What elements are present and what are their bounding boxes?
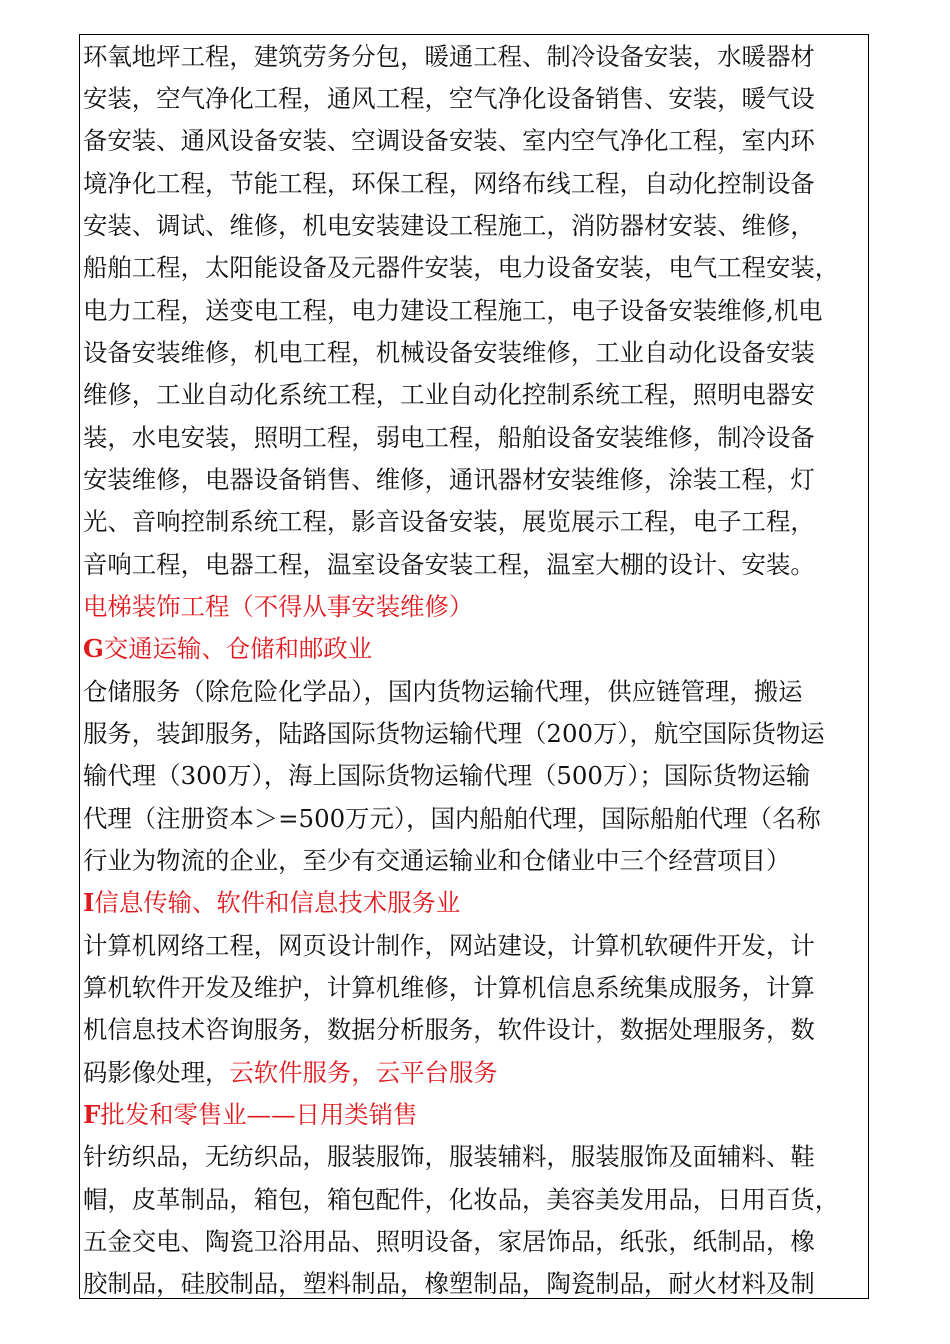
section-title: 交通运输、仓储和邮政业 xyxy=(103,634,373,663)
text-line: 电力工程，送变电工程，电力建设工程施工，电子设备安装维修,机电 xyxy=(83,296,823,325)
text-segment: 码影像处理， xyxy=(83,1058,230,1087)
section-letter: G xyxy=(83,634,104,663)
section-note: 电梯装饰工程（不得从事安装维修） xyxy=(83,592,474,621)
section-heading-g xyxy=(83,634,372,664)
text-line: 仓储服务（除危险化学品），国内货物运输代理，供应链管理，搬运 xyxy=(83,677,803,706)
section-letter: F xyxy=(83,1100,101,1129)
text-line: 五金交电、陶瓷卫浴用品、照明设备，家居饰品，纸张，纸制品，橡 xyxy=(83,1227,815,1256)
text-line: 光、音响控制系统工程，影音设备安装，展览展示工程，电子工程， xyxy=(83,507,815,536)
section-heading-i xyxy=(83,888,460,918)
highlight-segment: 云软件服务，云平台服务 xyxy=(229,1058,498,1087)
text-line: 服务，装卸服务，陆路国际货物运输代理（200万），航空国际货物运 xyxy=(83,719,825,748)
text-line: 安装、调试、维修，机电安装建设工程施工，消防器材安装、维修， xyxy=(83,211,815,240)
text-line: 维修，工业自动化系统工程，工业自动化控制系统工程，照明电器安 xyxy=(83,380,815,409)
text-line xyxy=(83,1058,498,1088)
text-line: 机信息技术咨询服务，数据分析服务，软件设计，数据处理服务，数 xyxy=(83,1015,815,1044)
text-line: 行业为物流的企业，至少有交通运输业和仓储业中三个经营项目） xyxy=(83,846,791,875)
section-title: 批发和零售业——日用类销售 xyxy=(100,1100,418,1129)
text-line: 代理（注册资本＞=500万元），国内船舶代理，国际船舶代理（名称 xyxy=(83,804,821,833)
section-title: 信息传输、软件和信息技术服务业 xyxy=(94,888,461,917)
text-line: 船舶工程，太阳能设备及元器件安装，电力设备安装，电气工程安装， xyxy=(83,253,840,282)
section-heading-f xyxy=(83,1100,417,1130)
text-line: 安装维修，电器设备销售、维修，通讯器材安装维修，涂装工程，灯 xyxy=(83,465,815,494)
text-line: 环氧地坪工程，建筑劳务分包，暖通工程、制冷设备安装，水暖器材 xyxy=(83,42,815,71)
text-line: 装，水电安装，照明工程，弱电工程，船舶设备安装维修，制冷设备 xyxy=(83,423,815,452)
text-line: 算机软件开发及维护，计算机维修，计算机信息系统集成服务，计算 xyxy=(83,973,815,1002)
document-frame xyxy=(79,34,869,1299)
text-line: 备安装、通风设备安装、空调设备安装、室内空气净化工程，室内环 xyxy=(83,126,815,155)
text-line: 音响工程，电器工程，温室设备安装工程，温室大棚的设计、安装。 xyxy=(83,550,815,579)
text-line: 针纺织品，无纺织品，服装服饰，服装辅料，服装服饰及面辅料、鞋 xyxy=(83,1142,815,1171)
text-line: 计算机网络工程，网页设计制作，网站建设，计算机软硬件开发，计 xyxy=(83,931,815,960)
text-line: 境净化工程，节能工程，环保工程，网络布线工程，自动化控制设备 xyxy=(83,169,815,198)
text-line: 胶制品，硅胶制品，塑料制品，橡塑制品，陶瓷制品，耐火材料及制 xyxy=(83,1269,815,1298)
text-line: 安装，空气净化工程，通风工程，空气净化设备销售、安装，暖气设 xyxy=(83,84,815,113)
text-line: 设备安装维修，机电工程，机械设备安装维修，工业自动化设备安装 xyxy=(83,338,815,367)
text-line: 帽，皮革制品，箱包，箱包配件，化妆品，美容美发用品，日用百货， xyxy=(83,1185,840,1214)
text-line: 输代理（300万），海上国际货物运输代理（500万）；国际货物运输 xyxy=(83,761,811,790)
section-letter: I xyxy=(83,888,95,917)
